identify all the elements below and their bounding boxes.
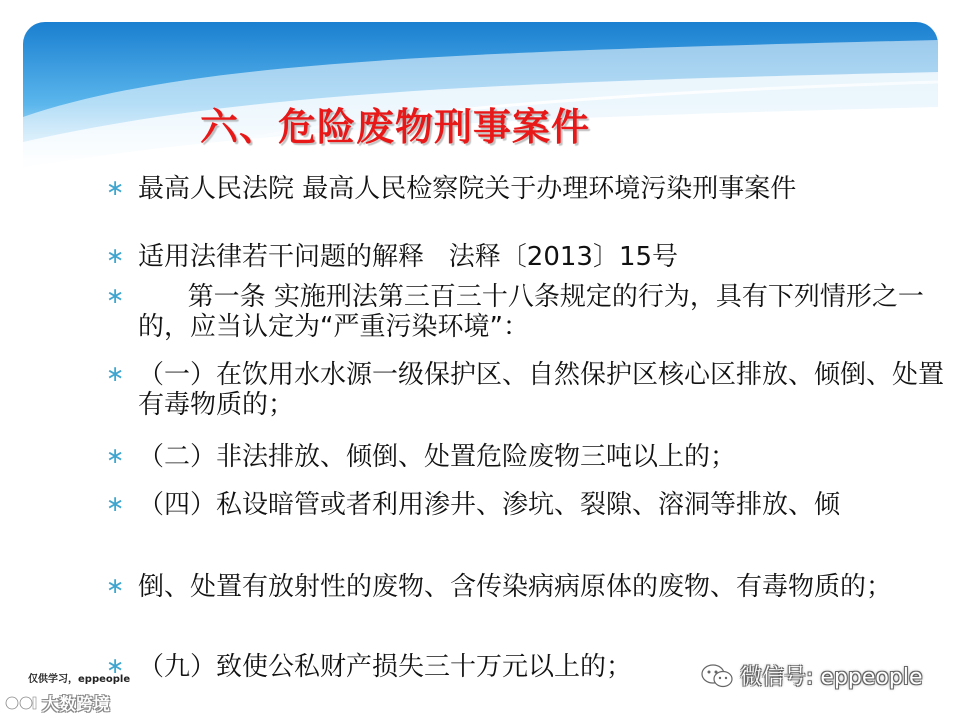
study-watermark: 仅供学习，eppeople	[28, 674, 131, 685]
list-item	[104, 242, 956, 272]
list-item-text: （九）致使公私财产损失三十万元以上的；	[138, 652, 633, 682]
slide-title: 六、危险废物刑事案件	[200, 105, 591, 149]
list-item-text: 适用法律若干问题的解释 法释〔2013〕15号	[138, 242, 679, 272]
brand-watermark	[4, 690, 110, 715]
list-item	[104, 174, 956, 204]
wechat-watermark	[700, 660, 922, 691]
bullet-icon: ∗	[106, 284, 125, 309]
bullet-icon: ∗	[106, 654, 125, 679]
wechat-watermark-text: 微信号: eppeople	[740, 665, 923, 690]
list-item-text: （一）在饮用水水源一级保护区、自然保护区核心区排放、倾倒、处置有毒物质的；	[138, 360, 945, 420]
bullet-icon: ∗	[106, 176, 125, 201]
list-item-text: 倒、处置有放射性的废物、含传染病病原体的废物、有毒物质的；	[138, 572, 893, 602]
list-item	[104, 490, 956, 520]
wechat-icon	[700, 662, 734, 690]
list-item	[104, 572, 956, 602]
brand-watermark-text: 大数跨境	[42, 695, 110, 715]
list-item-text: 第一条 实施刑法第三百三十八条规定的行为，具有下列情形之一的，应当认定为“严重污染环境”：	[138, 282, 924, 342]
bullet-icon: ∗	[106, 492, 125, 517]
list-item-text: （四）私设暗管或者利用渗井、渗坑、裂隙、溶洞等排放、倾	[138, 490, 841, 520]
list-item-text: （二）非法排放、倾倒、处置危险废物三吨以上的；	[138, 442, 737, 472]
bullet-icon: ∗	[106, 444, 125, 469]
list-item	[104, 442, 956, 472]
brand-logo-icon	[4, 692, 40, 714]
bullet-icon: ∗	[106, 362, 125, 387]
list-item-text: 最高人民法院 最高人民检察院关于办理环境污染刑事案件	[138, 174, 797, 204]
bullet-icon: ∗	[106, 244, 125, 269]
list-item	[104, 282, 956, 342]
bullet-icon: ∗	[106, 574, 125, 599]
list-item	[104, 360, 956, 420]
